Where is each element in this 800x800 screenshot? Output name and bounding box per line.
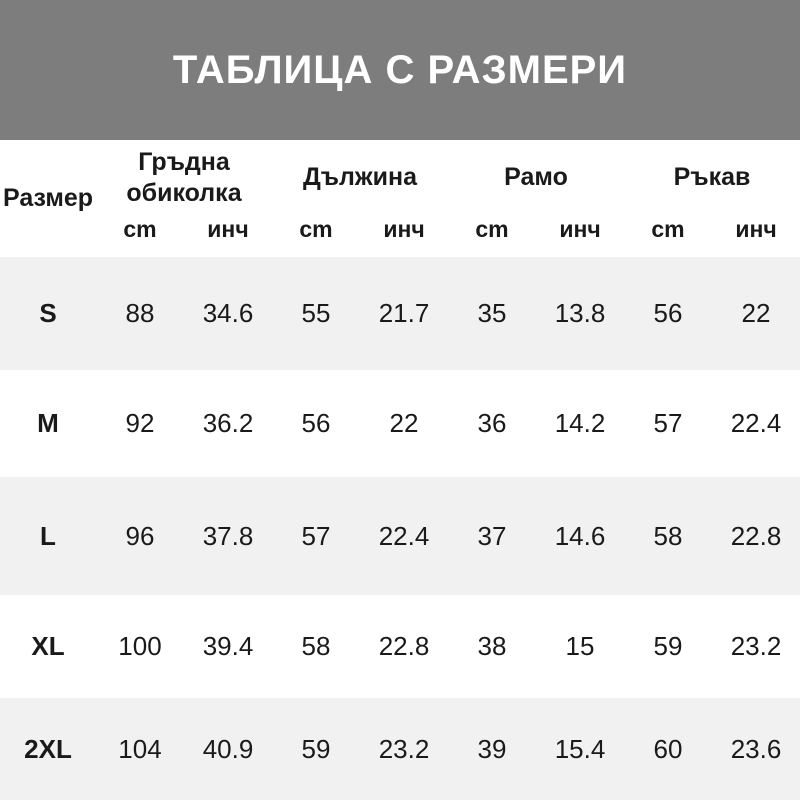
value-cell: 22 [389,408,419,438]
value-cell: 92 [125,408,155,438]
size-cell: M [37,408,59,438]
value-cell: 36 [477,408,507,438]
unit-header-inch: инч [207,216,249,242]
unit-header-inch: инч [559,216,601,242]
size-cell: S [39,298,57,328]
unit-header-cm: cm [123,216,157,242]
value-cell: 37 [477,520,507,551]
table-row-s [0,257,800,370]
value-cell: 14.6 [554,520,606,551]
col-group-shoulder: Рамо [504,163,568,192]
col-group-length: Дължина [303,163,418,192]
value-cell: 39 [477,733,507,764]
unit-header-inch: инч [383,216,425,242]
unit-header-cm: cm [651,216,685,242]
value-cell: 21.7 [378,298,430,328]
table-row-l [0,477,800,595]
value-cell: 59 [301,733,331,764]
size-table [0,140,800,800]
chart-title: ТАБЛИЦА С РАЗМЕРИ [172,47,628,92]
unit-header-row [0,216,800,257]
value-cell: 39.4 [202,631,254,661]
value-cell: 23.2 [378,733,430,764]
unit-header-cm: cm [299,216,333,242]
col-group-sleeve: Ръкав [673,163,751,192]
value-cell: 15 [565,631,595,661]
value-cell: 59 [653,631,683,661]
table-row-2xl [0,698,800,800]
value-cell: 55 [301,298,331,328]
value-cell: 100 [118,631,162,661]
value-cell: 104 [118,733,162,764]
value-cell: 56 [301,408,331,438]
title-band [0,0,800,140]
value-cell: 34.6 [202,298,254,328]
table-row-m [0,370,800,477]
value-cell: 58 [653,520,683,551]
value-cell: 40.9 [202,733,254,764]
size-cell: L [40,520,56,551]
unit-header-inch: инч [735,216,777,242]
size-cell: 2XL [24,733,72,764]
value-cell: 22 [741,298,771,328]
value-cell: 22.8 [378,631,430,661]
value-cell: 22.4 [730,408,782,438]
value-cell: 23.6 [730,733,782,764]
value-cell: 57 [301,520,331,551]
value-cell: 96 [125,520,155,551]
value-cell: 15.4 [554,733,606,764]
value-cell: 22.8 [730,520,782,551]
col-group-chest: Гръдна обиколка [126,147,242,207]
value-cell: 60 [653,733,683,764]
value-cell: 88 [125,298,155,328]
value-cell: 56 [653,298,683,328]
value-cell: 38 [477,631,507,661]
value-cell: 57 [653,408,683,438]
table-row-xl [0,595,800,698]
group-header-row [0,140,800,216]
value-cell: 37.8 [202,520,254,551]
value-cell: 14.2 [554,408,606,438]
value-cell: 22.4 [378,520,430,551]
value-cell: 23.2 [730,631,782,661]
value-cell: 13.8 [554,298,606,328]
value-cell: 35 [477,298,507,328]
value-cell: 36.2 [202,408,254,438]
col-header-size: Размер [2,183,94,212]
value-cell: 58 [301,631,331,661]
unit-header-cm: cm [475,216,509,242]
size-cell: XL [31,631,65,661]
